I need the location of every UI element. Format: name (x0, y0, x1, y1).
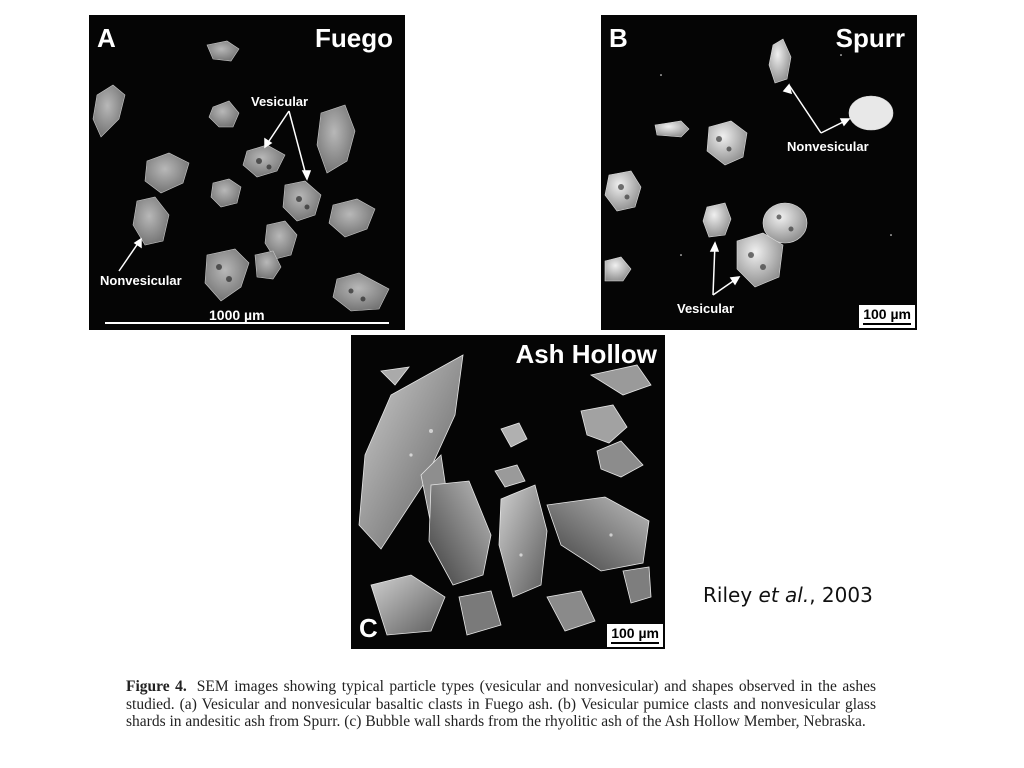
panel-a-letter: A (97, 23, 116, 53)
panel-a-scale-label: 1000 µm (209, 307, 265, 323)
panel-b-label-nonvesicular: Nonvesicular (787, 139, 869, 154)
panel-b-letter: B (609, 23, 628, 53)
panel-b-sem-image (601, 15, 917, 330)
panel-c-scale-bar (611, 642, 659, 644)
panel-b-spurr (601, 15, 917, 330)
panel-a-label-vesicular: Vesicular (251, 94, 309, 109)
panel-c-title: Ash Hollow (515, 339, 657, 369)
panel-b-scale-box (859, 305, 915, 328)
panel-b-scale-label: 100 µm (863, 306, 911, 322)
figure-caption (126, 678, 876, 731)
citation-author: Riley (703, 583, 753, 607)
panel-c-scale-box (607, 624, 663, 647)
panel-c-letter: C (359, 613, 378, 643)
panel-b-scale-bar (863, 323, 911, 325)
panel-c-ash-hollow (351, 335, 665, 649)
panel-b-title: Spurr (835, 23, 905, 53)
panel-a-label-nonvesicular: Nonvesicular (100, 273, 182, 288)
panel-b-label-vesicular: Vesicular (677, 301, 735, 316)
citation (703, 583, 873, 607)
citation-etal: et al. (758, 583, 810, 607)
citation-year: , 2003 (809, 583, 873, 607)
figure-caption-text: SEM images showing typical particle types (vesicular and nonvesicular) and shapes observed in the ashes studied. (a) Vesicular and nonvesicular basaltic clasts in Fuego ash. (b) Vesicular pumice clasts and nonvesicular glass shards in andesitic ash from Spurr. (c) Bubble wall shards from the rhyolitic ash of the Ash Hollow Member, Nebraska. (126, 678, 877, 730)
figure-caption-label: Figure 4. (126, 678, 187, 695)
panel-c-sem-image (351, 335, 665, 649)
panel-a-title: Fuego (315, 23, 393, 53)
panel-a-fuego (89, 15, 405, 330)
panel-c-scale-label: 100 µm (611, 625, 659, 641)
